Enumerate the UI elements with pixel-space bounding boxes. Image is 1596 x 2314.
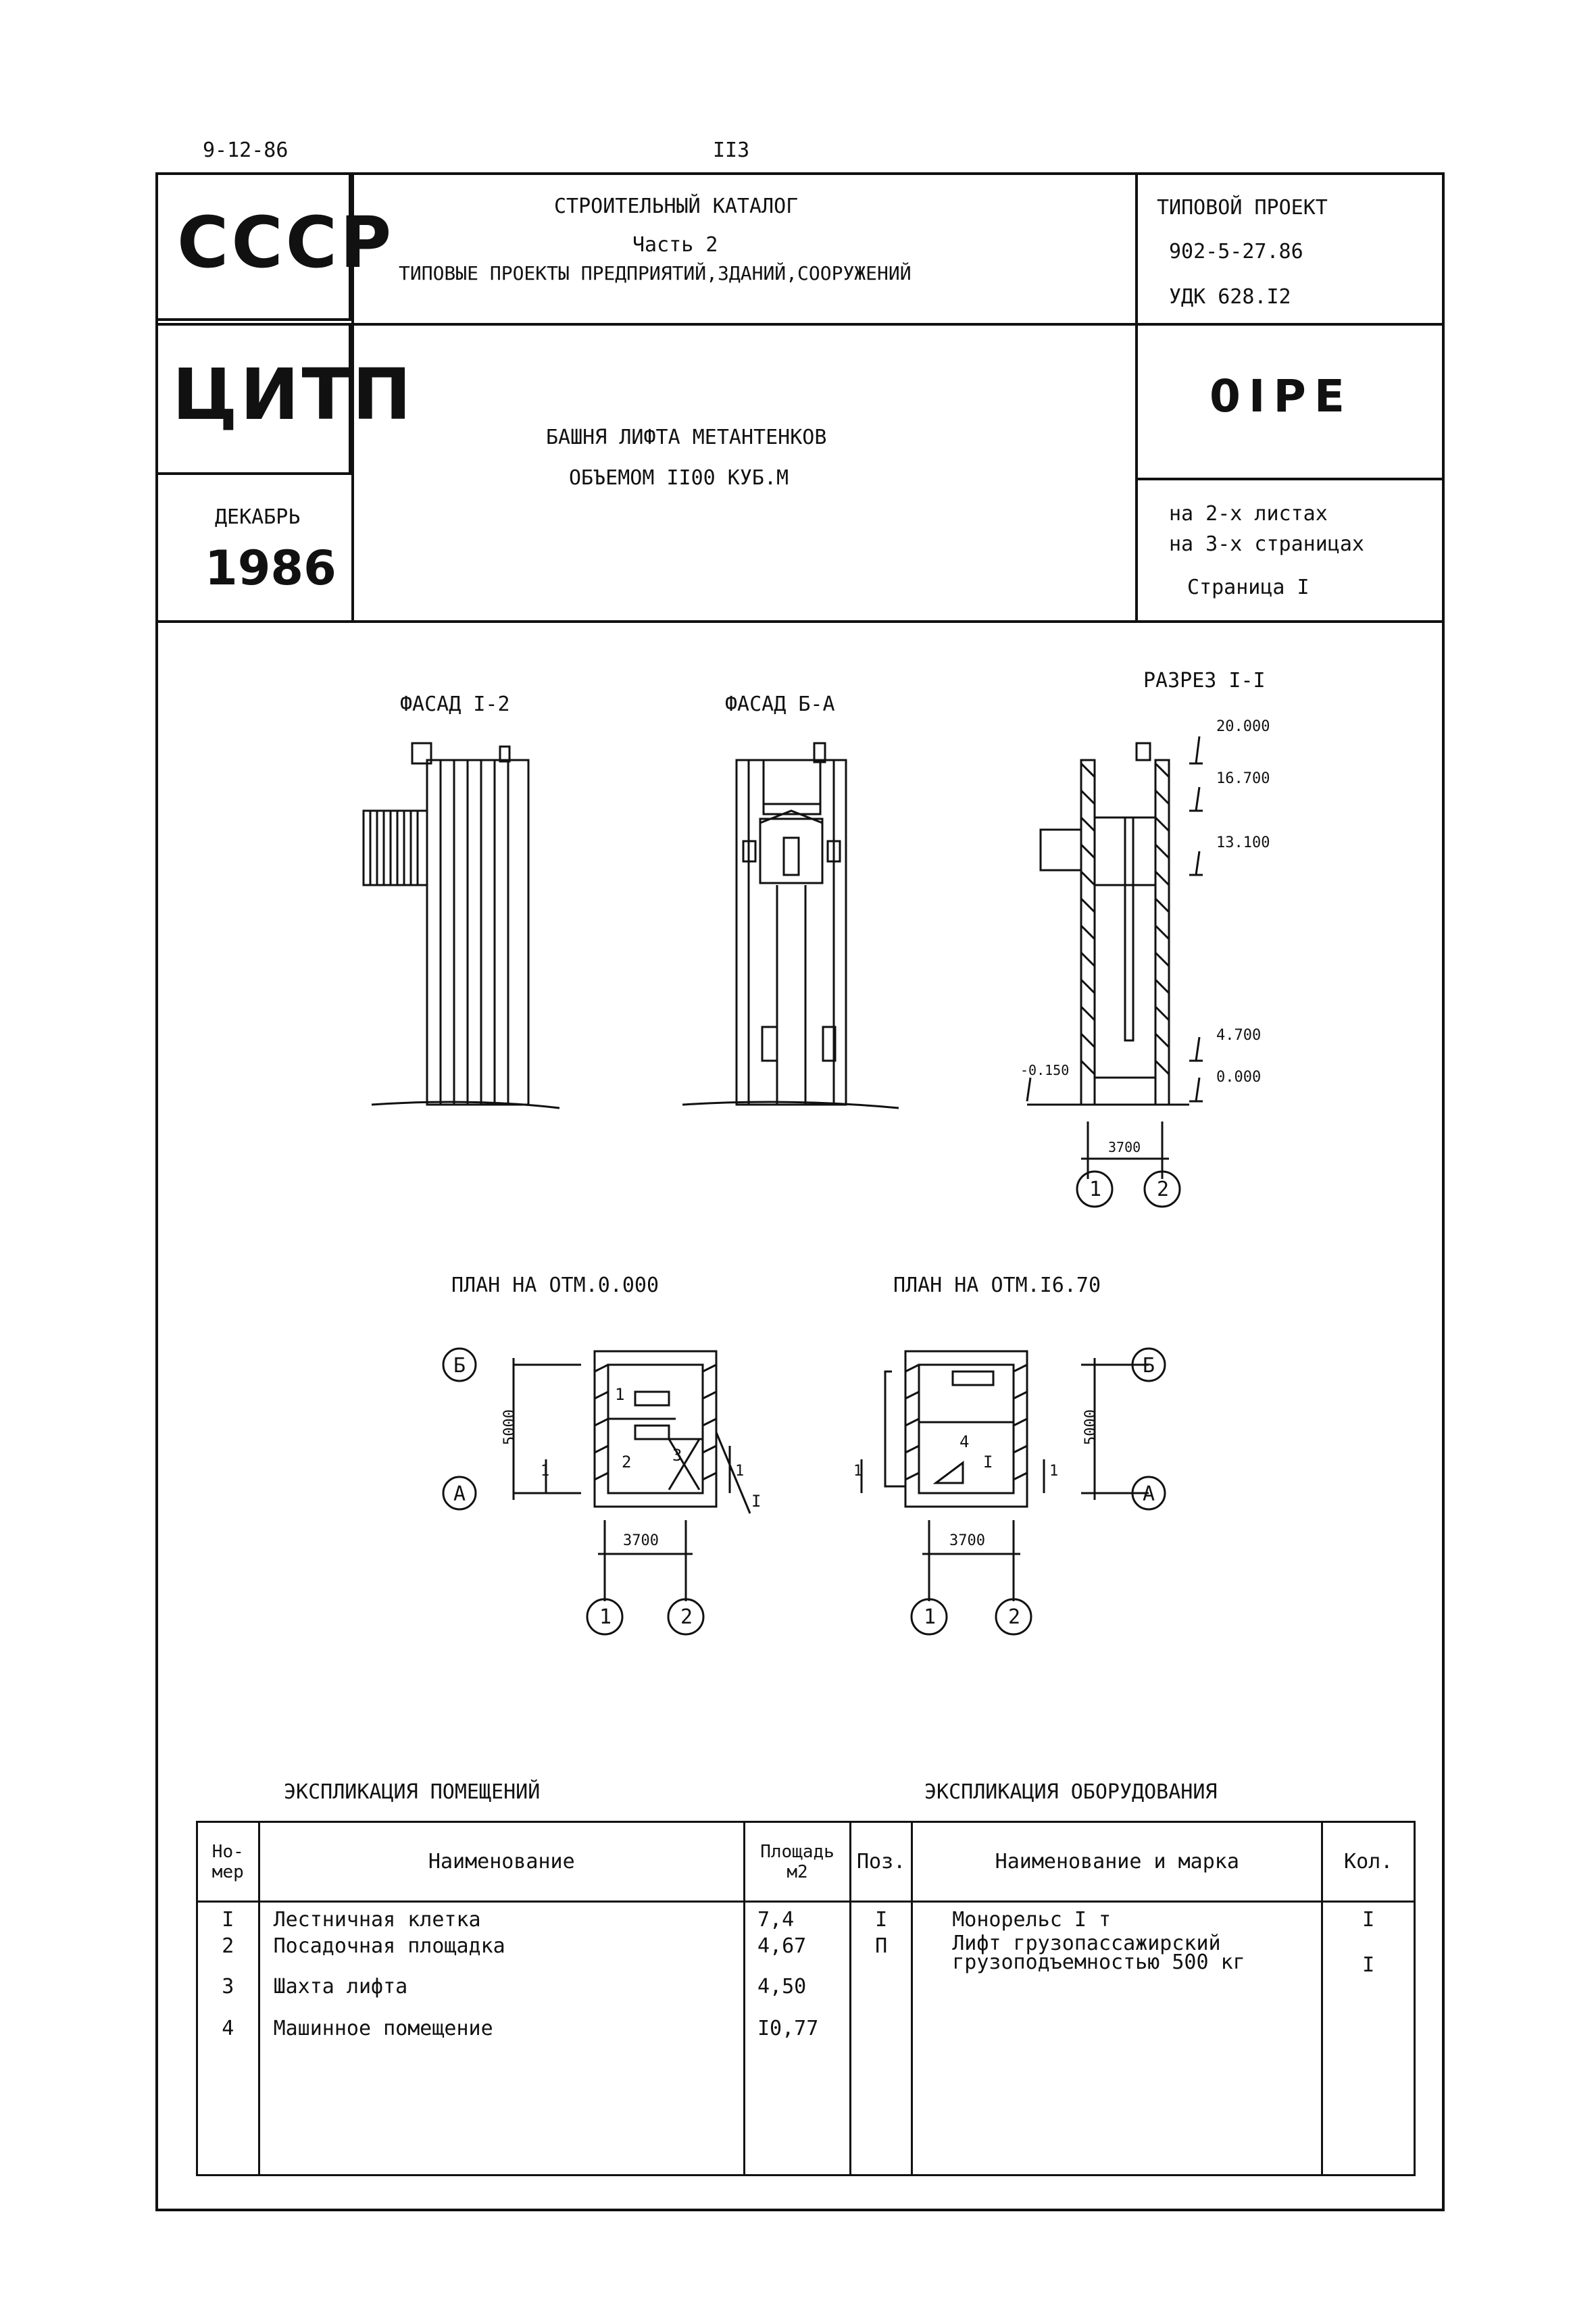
- pages-count: на 3-х страницах: [1169, 532, 1364, 556]
- catalog-subtitle: ТИПОВЫЕ ПРОЕКТЫ ПРЕДПРИЯТИЙ,ЗДАНИЙ,СООРУЖЕНИЙ: [399, 262, 912, 284]
- section-axis-2: 2: [1157, 1178, 1170, 1201]
- plan-1670-drawing: [862, 1349, 1165, 1634]
- equipment-qty: I: [1322, 1902, 1415, 1934]
- equipment-table: [849, 1821, 1416, 2176]
- level-16700: 16.700: [1216, 770, 1270, 787]
- level-20000: 20.000: [1216, 718, 1270, 735]
- plan2-axis-1: 1: [924, 1605, 937, 1629]
- facade-b-a-drawing: [682, 743, 899, 1108]
- section-1-1-drawing: [1027, 736, 1203, 1207]
- rooms-col-num: Но-мер: [197, 1822, 259, 1902]
- room-num: I: [197, 1902, 259, 1934]
- equipment-col-name: Наименование и марка: [912, 1822, 1322, 1902]
- section-title: РАЗРЕЗ I-I: [1143, 669, 1266, 693]
- equipment-table-title: ЭКСПЛИКАЦИЯ ОБОРУДОВАНИЯ: [924, 1780, 1218, 1804]
- plan1-axis-a: А: [453, 1482, 466, 1506]
- plan2-equipment-I: I: [983, 1453, 993, 1472]
- plan1-dim-3700: 3700: [623, 1532, 659, 1549]
- equipment-name: [912, 1931, 1322, 2175]
- plan2-dim-3700: 3700: [949, 1532, 985, 1549]
- level-4700: 4.700: [1216, 1027, 1262, 1044]
- table-row: [197, 1934, 851, 1975]
- plan1-room-2: 2: [622, 1453, 632, 1472]
- plan1-axis-b: Б: [453, 1354, 466, 1378]
- table-row: [197, 1975, 851, 2017]
- room-name: Машинное помещение: [259, 2017, 744, 2175]
- plan2-cut-right: 1: [1049, 1463, 1059, 1480]
- plan2-cut-left: 1: [853, 1463, 863, 1480]
- page-label: Страница I: [1187, 576, 1310, 599]
- plan1-cut-left: 1: [541, 1463, 550, 1480]
- year-label: 1986: [205, 540, 336, 596]
- org1-label: СССР: [177, 201, 395, 284]
- catalog-part: Часть 2: [632, 233, 718, 257]
- plan2-axis-2: 2: [1008, 1605, 1021, 1629]
- room-name: Посадочная площадка: [259, 1934, 744, 1975]
- equipment-name: Монорельс I т: [912, 1902, 1322, 1934]
- object-title-line1: БАШНЯ ЛИФТА МЕТАНТЕНКОВ: [546, 426, 827, 449]
- level-0000: 0.000: [1216, 1069, 1262, 1086]
- equipment-name-line2: грузоподъемностью 500 кг: [952, 1950, 1245, 1974]
- plan2-room-4: 4: [959, 1432, 970, 1451]
- plan1-axis-2: 2: [680, 1605, 693, 1629]
- room-name: Лестничная клетка: [259, 1902, 744, 1934]
- object-title-line2: ОБЪЕМОМ II00 КУБ.М: [569, 466, 789, 490]
- equipment-col-pos: Поз.: [851, 1822, 912, 1902]
- equipment-name-line1: Лифт грузопассажирский: [952, 1931, 1221, 1955]
- table-row: [197, 2017, 851, 2175]
- plan2-axis-a: А: [1143, 1482, 1155, 1506]
- month-label: ДЕКАБРЬ: [215, 505, 301, 529]
- plan2-title: ПЛАН НА ОТМ.I6.70: [893, 1274, 1101, 1297]
- equipment-pos: П: [851, 1934, 912, 2175]
- sheets-count: на 2-х листах: [1169, 502, 1328, 526]
- rooms-table-title: ЭКСПЛИКАЦИЯ ПОМЕЩЕНИЙ: [284, 1780, 541, 1804]
- sheet-date: 9-12-86: [203, 139, 289, 162]
- rooms-table: [196, 1821, 851, 2176]
- org2-label: ЦИТП: [172, 353, 414, 436]
- room-num: 4: [197, 2017, 259, 2175]
- room-area: I0,77: [744, 2017, 850, 2175]
- room-num: 2: [197, 1934, 259, 1975]
- facade-1-2-drawing: [364, 743, 559, 1108]
- equipment-pos: I: [851, 1902, 912, 1934]
- table-row: [197, 1902, 851, 1934]
- table-row: [851, 1934, 1415, 2175]
- facade2-title: ФАСАД Б-А: [725, 693, 835, 716]
- level-13100: 13.100: [1216, 834, 1270, 851]
- table-row: [851, 1902, 1415, 1934]
- page-number: II3: [713, 139, 750, 162]
- plan1-room-3: 3: [672, 1446, 682, 1465]
- project-label: ТИПОВОЙ ПРОЕКТ: [1157, 196, 1328, 220]
- room-area: 4,67: [744, 1934, 850, 1975]
- section-axis-1: 1: [1089, 1178, 1102, 1201]
- equipment-qty: I: [1322, 1934, 1415, 2175]
- project-number: 902-5-27.86: [1169, 240, 1303, 263]
- rooms-col-area: Площадь м2: [744, 1822, 850, 1902]
- plan1-axis-1: 1: [599, 1605, 612, 1629]
- udk-label: УДК 628.I2: [1169, 285, 1291, 309]
- plan-0000-drawing: [443, 1349, 750, 1634]
- facade1-title: ФАСАД I-2: [400, 693, 510, 716]
- plan1-title: ПЛАН НА ОТМ.0.000: [451, 1274, 659, 1297]
- room-name: Шахта лифта: [259, 1975, 744, 2017]
- room-num: 3: [197, 1975, 259, 2017]
- section-dim-3700: 3700: [1108, 1139, 1141, 1155]
- equipment-col-qty: Кол.: [1322, 1822, 1415, 1902]
- catalog-title: СТРОИТЕЛЬНЫЙ КАТАЛОГ: [554, 195, 799, 218]
- room-area: 4,50: [744, 1975, 850, 2017]
- level-minus0150: -0.150: [1020, 1062, 1070, 1078]
- plan2-dim-5000: 5000: [1082, 1409, 1099, 1445]
- plan1-room-1: 1: [615, 1385, 625, 1404]
- code-label: 0IPE: [1210, 370, 1353, 422]
- rooms-col-name: Наименование: [259, 1822, 744, 1902]
- plan1-roman-mark: I: [751, 1492, 762, 1511]
- plan1-cut-right: 1: [735, 1463, 745, 1480]
- plan2-axis-b: Б: [1143, 1354, 1155, 1378]
- plan1-dim-5000: 5000: [501, 1409, 518, 1445]
- room-area: 7,4: [744, 1902, 850, 1934]
